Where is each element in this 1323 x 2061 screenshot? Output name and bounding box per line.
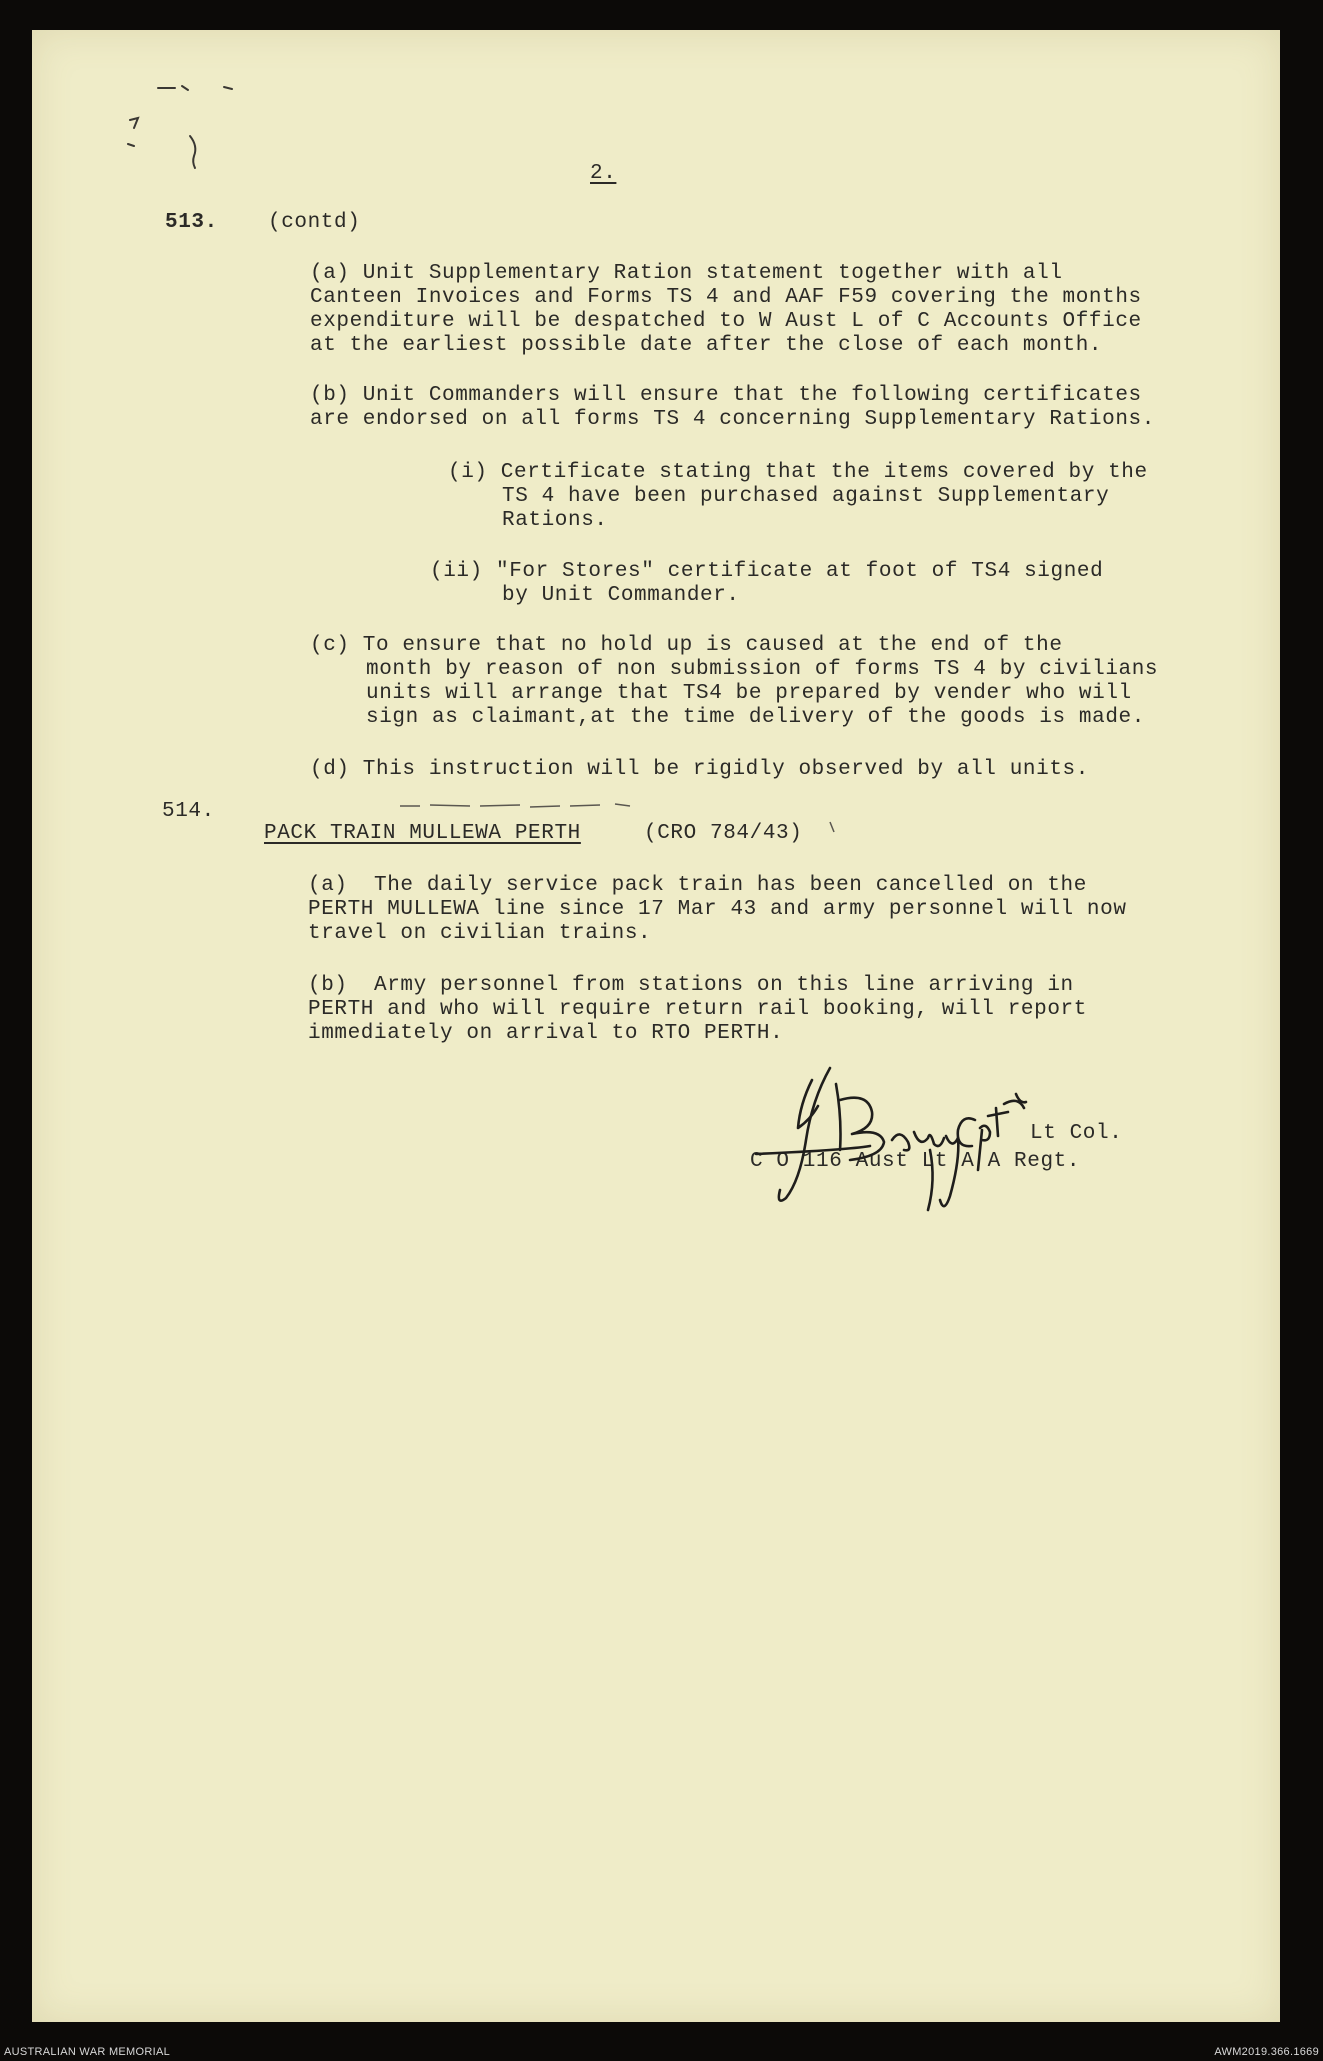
para-513-b-i-line-1: (i) Certificate stating that the items covered by the [448,461,1148,484]
para-513-b-ii-line-2: by Unit Commander. [502,584,740,607]
para-514-b-line-2: PERTH and who will require return rail booking, will report [308,998,1087,1021]
para-513-b-line-1: (b) Unit Commanders will ensure that the following certificates [310,384,1142,407]
signature-rank-line: Lt Col. [1030,1122,1123,1145]
para-513-b-ii-line-1: (ii) "For Stores" certificate at foot of TS4 signed [430,560,1104,583]
para-513-a-line-1: (a) Unit Supplementary Ration statement together with all [310,262,1063,285]
para-513-c-line-2: month by reason of non submission of forms TS 4 by civilians [366,658,1159,681]
handwritten-signature [756,1068,1026,1210]
para-513-c-line-1: (c) To ensure that no hold up is caused at the end of the [310,634,1063,657]
para-513-c-line-4: sign as claimant,at the time delivery of the goods is made. [366,706,1145,729]
footer-left: AUSTRALIAN WAR MEMORIAL [4,2046,171,2058]
section-513-number: 513. [165,211,218,234]
para-514-a-line-3: travel on civilian trains. [308,922,652,945]
para-513-b-i-line-2: TS 4 have been purchased against Supplementary [502,485,1110,508]
section-513-heading: (contd) [268,211,361,234]
page-number: 2. [590,162,617,185]
para-513-b-line-2: are endorsed on all forms TS 4 concerning Supplementary Rations. [310,408,1155,431]
para-513-c-line-3: units will arrange that TS4 be prepared by vender who will [366,682,1132,705]
para-514-b-line-1: (b) Army personnel from stations on this line arriving in [308,974,1074,997]
signature-unit-line: C O 116 Aust Lt A A Regt. [750,1150,1081,1173]
para-513-a-line-4: at the earliest possible date after the close of each month. [310,334,1103,357]
para-514-a-line-1: (a) The daily service pack train has been cancelled on the [308,874,1087,897]
section-514-number: 514. [162,800,215,823]
para-513-b-i-line-3: Rations. [502,509,608,532]
para-514-b-line-3: immediately on arrival to RTO PERTH. [308,1022,784,1045]
footer-right: AWM2019.366.1669 [1214,2046,1319,2058]
corner-pencil-marks [128,86,232,168]
para-513-d-line-1: (d) This instruction will be rigidly observed by all units. [310,758,1089,781]
para-513-a-line-2: Canteen Invoices and Forms TS 4 and AAF F59 covering the months [310,286,1142,309]
para-513-a-line-3: expenditure will be despatched to W Aust L of C Accounts Office [310,310,1142,333]
section-514-reference: (CRO 784/43) [644,822,803,845]
section-514-heading: PACK TRAIN MULLEWA PERTH [264,822,581,845]
para-514-a-line-2: PERTH MULLEWA line since 17 Mar 43 and army personnel will now [308,898,1127,921]
pencil-scribble-514 [400,804,834,832]
